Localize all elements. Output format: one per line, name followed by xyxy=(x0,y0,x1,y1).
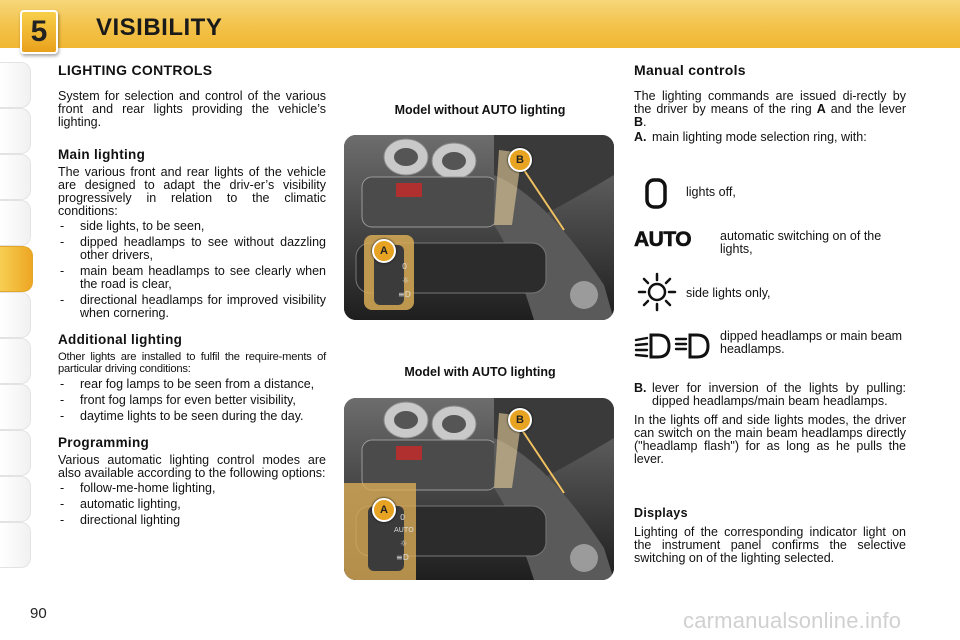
mode-text: automatic switching on of the lights, xyxy=(720,229,882,256)
additional-lighting-text: Other lights are installed to fulfil the require-ments of particular driving conditions: xyxy=(58,351,326,375)
list-item: - side lights, to be seen, xyxy=(58,220,326,233)
list-item: - rear fog lamps to be seen from a distance, xyxy=(58,378,326,391)
chapter-tab[interactable] xyxy=(0,476,31,522)
list-item: - main beam headlamps to see clearly when the road is clear, xyxy=(58,265,326,291)
programming-list xyxy=(58,482,326,527)
chapter-tab-active[interactable] xyxy=(0,246,33,292)
mode-headlamps xyxy=(634,330,906,360)
chapter-tab[interactable] xyxy=(0,292,31,338)
additional-lighting-heading: Additional lighting xyxy=(58,332,183,347)
callout-b: B xyxy=(508,148,532,172)
list-item: - follow-me-home lighting, xyxy=(58,482,326,495)
chapter-tab[interactable] xyxy=(0,384,31,430)
mode-lights-off xyxy=(634,178,906,210)
svg-text:☼: ☼ xyxy=(400,539,408,548)
intro-paragraph: System for selection and control of the various front and rear lights providing the vehicle’s lighting. xyxy=(58,89,326,129)
list-item: - dipped headlamps to see without dazzling other drivers, xyxy=(58,236,326,262)
chapter-tab[interactable] xyxy=(0,200,31,246)
stalk-auto-label: AUTO xyxy=(394,526,414,534)
section-heading: LIGHTING CONTROLS xyxy=(58,62,213,78)
chapter-tab[interactable] xyxy=(0,430,31,476)
headlamps-icon xyxy=(634,331,712,359)
chapter-number-badge: 5 xyxy=(20,10,58,54)
programming-heading: Programming xyxy=(58,435,150,450)
stalk-illustration xyxy=(344,398,614,580)
main-lighting-list xyxy=(58,220,326,320)
displays-heading: Displays xyxy=(634,506,688,520)
lighting-stalk-photo-without-auto xyxy=(344,135,614,320)
stalk-illustration xyxy=(344,135,614,320)
mode-text: lights off, xyxy=(686,185,736,199)
lighting-stalk-photo-with-auto xyxy=(344,398,614,580)
manual-controls-heading: Manual controls xyxy=(634,62,746,78)
watermark: carmanualsonline.info xyxy=(683,608,902,633)
right-column xyxy=(634,62,906,144)
auto-icon: AUTO xyxy=(634,228,692,251)
displays-text: Lighting of the corresponding indicator light on the instrument panel confirms the selective switching on of the lighting selected. xyxy=(634,525,906,565)
side-lights-icon xyxy=(636,272,678,312)
chapter-tabs xyxy=(0,62,36,582)
svg-text:0: 0 xyxy=(400,513,406,522)
mode-side-lights xyxy=(634,272,906,312)
programming-text: Various automatic lighting control modes are also available according to the following options: xyxy=(58,453,326,480)
headlamp-flash-text: In the lights off and side lights modes, the driver can switch on the main beam headlamps directly ("headlamp flash") for as long as he pulls the lever. xyxy=(634,413,906,466)
list-item: - automatic lighting, xyxy=(58,498,326,511)
callout-a: A xyxy=(372,239,396,263)
list-item: - daytime lights to be seen during the day. xyxy=(58,410,326,423)
mode-text: dipped headlamps or main beam headlamps. xyxy=(720,329,903,356)
mode-auto xyxy=(634,230,906,260)
svg-text:≡D: ≡D xyxy=(398,290,411,299)
main-lighting-heading: Main lighting xyxy=(58,147,146,162)
page-number: 90 xyxy=(30,605,47,622)
main-lighting-text: The various front and rear lights of the vehicle are designed to adapt the driv-er’s visibility progressively in relation to the climatic conditions: xyxy=(58,165,326,218)
callout-a: A xyxy=(372,498,396,522)
svg-text:☼: ☼ xyxy=(402,276,410,285)
list-item: - front fog lamps for even better visibility, xyxy=(58,394,326,407)
callout-b: B xyxy=(508,408,532,432)
ring-description: A. main lighting mode selection ring, with: xyxy=(634,130,867,144)
list-item: - directional lighting xyxy=(58,514,326,527)
chapter-title: VISIBILITY xyxy=(96,14,223,41)
svg-text:≡D: ≡D xyxy=(396,553,409,562)
chapter-tab[interactable] xyxy=(0,338,31,384)
caption-model-with-auto: Model with AUTO lighting xyxy=(404,365,556,379)
chapter-tab[interactable] xyxy=(0,154,31,200)
svg-text:0: 0 xyxy=(402,262,408,271)
right-column-lower xyxy=(634,382,906,571)
caption-model-without-auto: Model without AUTO lighting xyxy=(394,103,566,117)
chapter-tab[interactable] xyxy=(0,108,31,154)
list-item: - directional headlamps for improved visibility when cornering. xyxy=(58,294,326,320)
additional-lighting-list xyxy=(58,378,326,423)
mode-text: side lights only, xyxy=(686,286,771,300)
left-column xyxy=(58,62,326,531)
chapter-tab[interactable] xyxy=(0,522,31,568)
manual-controls-intro: The lighting commands are issued di-rectly by the driver by means of the ring A and the lever B. xyxy=(634,89,906,129)
lever-description: B. lever for inversion of the lights by pulling: dipped headlamps/main beam headlamps. xyxy=(634,381,906,408)
lights-off-icon xyxy=(644,178,668,210)
chapter-tab[interactable] xyxy=(0,62,31,108)
